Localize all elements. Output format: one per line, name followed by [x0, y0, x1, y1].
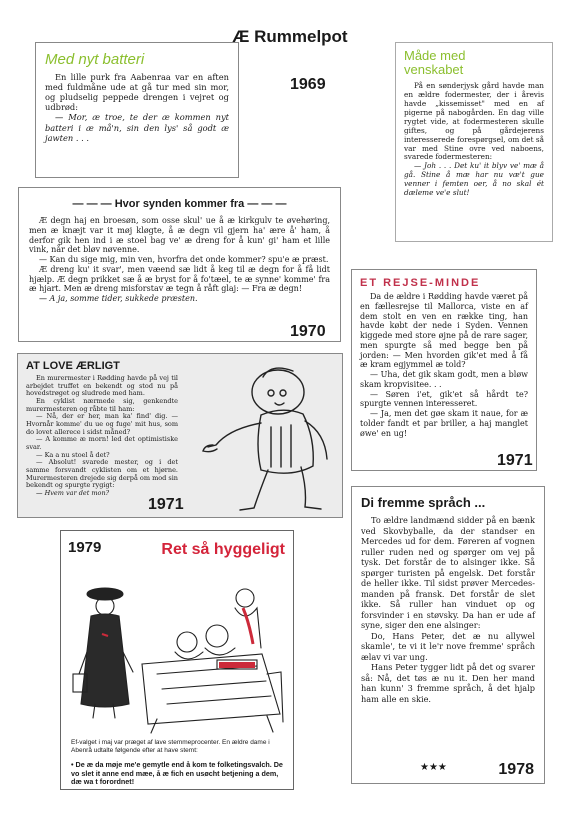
clip-heading: — — — Hvor synden kommer fra — — — [72, 198, 287, 210]
paragraph: — Søren i'et, gik'et så hårdt te? spurgte vennen interesseret. [360, 389, 528, 409]
year-label: 1971 [148, 496, 184, 513]
paragraph: — Kan du sige mig, min ven, hvorfra det onde kommer? spu'e æ præst. [39, 255, 329, 264]
clip-heading: AT LOVE ÆRLIGT [26, 360, 120, 372]
paragraph: Æ dreng ku' it svar', men væend sæ lidt å keg til æ degn for å få lidt hjælp. Æ degn prikket sæ å æ bryst for å fo'tæel, te æ synne' komme' fra æ hjart. Men æ dreng misforstav æ tegn å råft glaj: — Fra æ degn! [29, 264, 330, 294]
clip-heading: ET REJSE-MINDE [360, 277, 481, 289]
year-label: 1971 [497, 452, 533, 469]
page-title: Æ Rummelpot [232, 27, 348, 46]
paragraph: Æ degn haj en broesøn, som osse skul' ue å æ kirkgulv te øvehøring, men æ knæjt var it møj kløgte, å æ degn vil gjern ha' ære å' ham, å derfor gik hen ind i æ stoel bag ve' æ dreng for å kun' gi' ham et lille vink, når det bløv nøvenne. [29, 216, 330, 255]
cartoon-illustration [67, 564, 287, 734]
clip-et-rejse-minde [351, 269, 537, 471]
paragraph: — Joh . . . Det ku' it blyv ve' mæ å gå. Stine å mæ har nu væ't gue venner i femten oer, å no skal ét dæleme ve'e slut! [404, 161, 544, 197]
paragraph: En cyklist nærmede sig, genkendte murermesteren og råbte til ham: [26, 396, 178, 413]
clip-heading: Ret så hyggeligt [161, 541, 285, 558]
paragraph: To ældre landmænd sidder på en bænk ved Skovbyballe, da der standser en Mercedes ud for dem. Føreren af vognen ruller ruden ned og spørger om vej på tysk. Det forstår de to alsinger ikke. Så spørger turisten på engelsk. Det forstår de heller ikke. Til sidst prøver Mercedes-manden på fransk. Det forstår de slet ikke. Så ruller han vinduet op og forsvinder i en støvsky. Da han er ude af syne, siger den ene alsinger: [361, 515, 535, 630]
stars-divider: ★★★ [420, 762, 447, 773]
paragraph: — Ja, men det gøe skam it naue, for æ tolder fandt et par briller, a haj manglet øwe' en ug! [360, 409, 528, 438]
clip-heading: Med nyt batteri [45, 51, 145, 68]
paragraph: — Ka a nu stoel å det? [36, 450, 110, 459]
clip-ret-saa-hyggeligt [60, 530, 294, 790]
paragraph: Do, Hans Peter, det æ nu allywel skamle', te vi it le'r nove fremme' språch ælav vi var ung. [361, 630, 535, 662]
year-label: 1979 [68, 539, 102, 556]
cartoon-illustration [183, 357, 343, 517]
paragraph: En murermester i Rødding havde på vej til arbejdet truffet en bekendt og stod nu på hovedstrøget og sludrede med ham. [26, 374, 178, 398]
year-label: 1969 [290, 76, 326, 93]
clip-di-fremme-sprach [351, 486, 545, 784]
paragraph: En lille purk fra Aabenraa var en aften med fuldmåne ude at gå tur med sin mor, og pludselig peppede drengen i vejret og udbrød: [45, 72, 229, 113]
paragraph: — A ja, somme tider, sukkede præsten. [39, 294, 198, 303]
paragraph: — Absolut! svarede mester, og i det samme forsvandt cyklisten om et hjørne. Murermesteren drejede sig derpå om mod sin bekendt og spurgte rygigt: [26, 458, 178, 490]
paragraph: — Hvem var det mon? [36, 488, 110, 497]
caption: Ef-valget i maj var præget af lave stemmeprocenter. En ældre dame i Abenrå udtalte følgende efter at have stemt: [71, 739, 270, 754]
clip-made-med-venskabet [395, 42, 553, 242]
paragraph: På en sønderjysk gård havde man en ældre fodermester, der i årevis havde „kissemisset" med en af pigerne på nabogården. En dag ville rygtet vide, at fodermesteren skulle giftes, og på gårdejerens interesserede forespørgsel, om det så var med Stine ovre ved naboens, svarede fodermesteren: [404, 81, 544, 162]
year-label: 1970 [290, 323, 326, 340]
clip-heading: Måde med venskabet [404, 48, 466, 77]
clip-heading: Di fremme språch ... [361, 495, 486, 510]
paragraph: — Mor, æ troe, te der æ kommen nyt batteri i æ må'n, sin den lys' så godt æ jawten . . . [45, 112, 229, 143]
clip-hvor-synden-kommer-fra [18, 187, 341, 342]
paragraph: — Nå, der er her, man ka' find' dig. — Hvornår komme' du ue og fuge' mit hus, som do lovet allerece i sidst måned? [26, 412, 178, 436]
paragraph: Hans Peter tygger lidt på det og svarer så: Nå, det tøs æ nu it. Den her mand han kunn' 3 fremme språch, å det hjalp ham alle en skie. [361, 662, 535, 704]
quote: • De æ da møje me'e gemytle end å kom te folketingsvalch. De vo slet it anne end mæe, å æ fich en usøcht betjening a dem, dæ wa t forordnet! [71, 760, 283, 787]
year-label: 1978 [498, 761, 534, 778]
clip-at-love-aerligt [17, 353, 343, 518]
paragraph: — A komme æ morn! led det optimistiske svar. [26, 435, 178, 451]
paragraph: — Uha, det gik skam godt, men a bløw skam kropvisitee. . . [360, 370, 528, 389]
clip-med-nyt-batteri [35, 42, 239, 178]
paragraph: Da de ældre i Rødding havde været på en fællesrejse til Mallorca, viste en af dem stolt en ven en række ting, han havde købt der nede i Syden. Vennen kiggede med store øjne på de rare sager, men spurgte så med begge ben på jorden: — Men hvorden gik'et med å få æ kram egjymmel æ told? [360, 292, 528, 370]
